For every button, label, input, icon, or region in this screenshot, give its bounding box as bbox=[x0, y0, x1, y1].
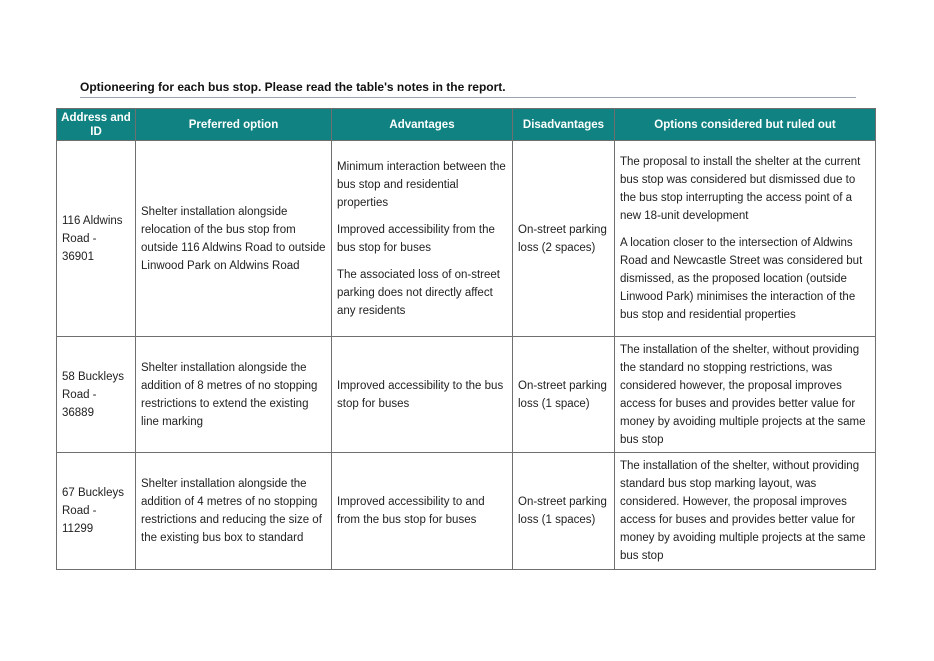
advantage-item: Improved accessibility to the bus stop for buses bbox=[337, 379, 504, 410]
table-header-row bbox=[57, 109, 876, 141]
advantages-cell bbox=[332, 453, 513, 570]
advantage-item: Minimum interaction between the bus stop and residential properties bbox=[337, 160, 506, 209]
ruled-out-cell bbox=[615, 453, 876, 570]
address-cell: 116 Aldwins Road - 36901 bbox=[57, 141, 136, 337]
disadvantages-cell: On-street parking loss (1 space) bbox=[513, 337, 615, 453]
table-row bbox=[57, 453, 876, 570]
ruled-out-item: The installation of the shelter, without providing standard bus stop marking layout, was considered. However, the proposal improves access for buses and provides better value for money by avoiding multiple projects at the same bus stop bbox=[620, 460, 866, 562]
advantages-cell bbox=[332, 141, 513, 337]
table-caption: Optioneering for each bus stop. Please read the table's notes in the report. bbox=[80, 80, 856, 98]
optioneering-table bbox=[56, 108, 876, 570]
header-options-ruled-out: Options considered but ruled out bbox=[615, 109, 876, 141]
ruled-out-cell bbox=[615, 141, 876, 337]
advantage-item: The associated loss of on-street parking does not directly affect any residents bbox=[337, 268, 500, 317]
preferred-option-cell: Shelter installation alongside the addition of 4 metres of no stopping restrictions and reducing the size of the existing bus box to standard bbox=[136, 453, 332, 570]
ruled-out-cell bbox=[615, 337, 876, 453]
header-disadvantages: Disadvantages bbox=[513, 109, 615, 141]
preferred-option-cell: Shelter installation alongside relocation of the bus stop from outside 116 Aldwins Road to outside Linwood Park on Aldwins Road bbox=[136, 141, 332, 337]
address-cell: 67 Buckleys Road - 11299 bbox=[57, 453, 136, 570]
advantage-item: Improved accessibility to and from the bus stop for buses bbox=[337, 496, 485, 526]
ruled-out-item: The proposal to install the shelter at the current bus stop was considered but dismissed due to the bus stop interrupting the access point of a new 18-unit development bbox=[620, 156, 861, 222]
header-preferred-option: Preferred option bbox=[136, 109, 332, 141]
header-address-id: Address and ID bbox=[57, 109, 136, 141]
advantages-cell bbox=[332, 337, 513, 453]
preferred-option-cell: Shelter installation alongside the addition of 8 metres of no stopping restrictions to extend the existing line marking bbox=[136, 337, 332, 453]
address-cell: 58 Buckleys Road - 36889 bbox=[57, 337, 136, 453]
table-row bbox=[57, 141, 876, 337]
ruled-out-item: The installation of the shelter, without providing the standard no stopping restrictions, was considered however, the proposal improves access for buses and provides better value for money by avoiding multiple projects at the same bus stop bbox=[620, 343, 866, 446]
ruled-out-item: A location closer to the intersection of Aldwins Road and Newcastle Street was considered but dismissed, as the proposed location (outside Linwood Park) minimises the interaction of the bus stop and residential properties bbox=[620, 237, 863, 321]
table-row bbox=[57, 337, 876, 453]
disadvantages-cell: On-street parking loss (2 spaces) bbox=[513, 141, 615, 337]
advantage-item: Improved accessibility from the bus stop for buses bbox=[337, 223, 495, 254]
header-advantages: Advantages bbox=[332, 109, 513, 141]
disadvantages-cell: On-street parking loss (1 spaces) bbox=[513, 453, 615, 570]
